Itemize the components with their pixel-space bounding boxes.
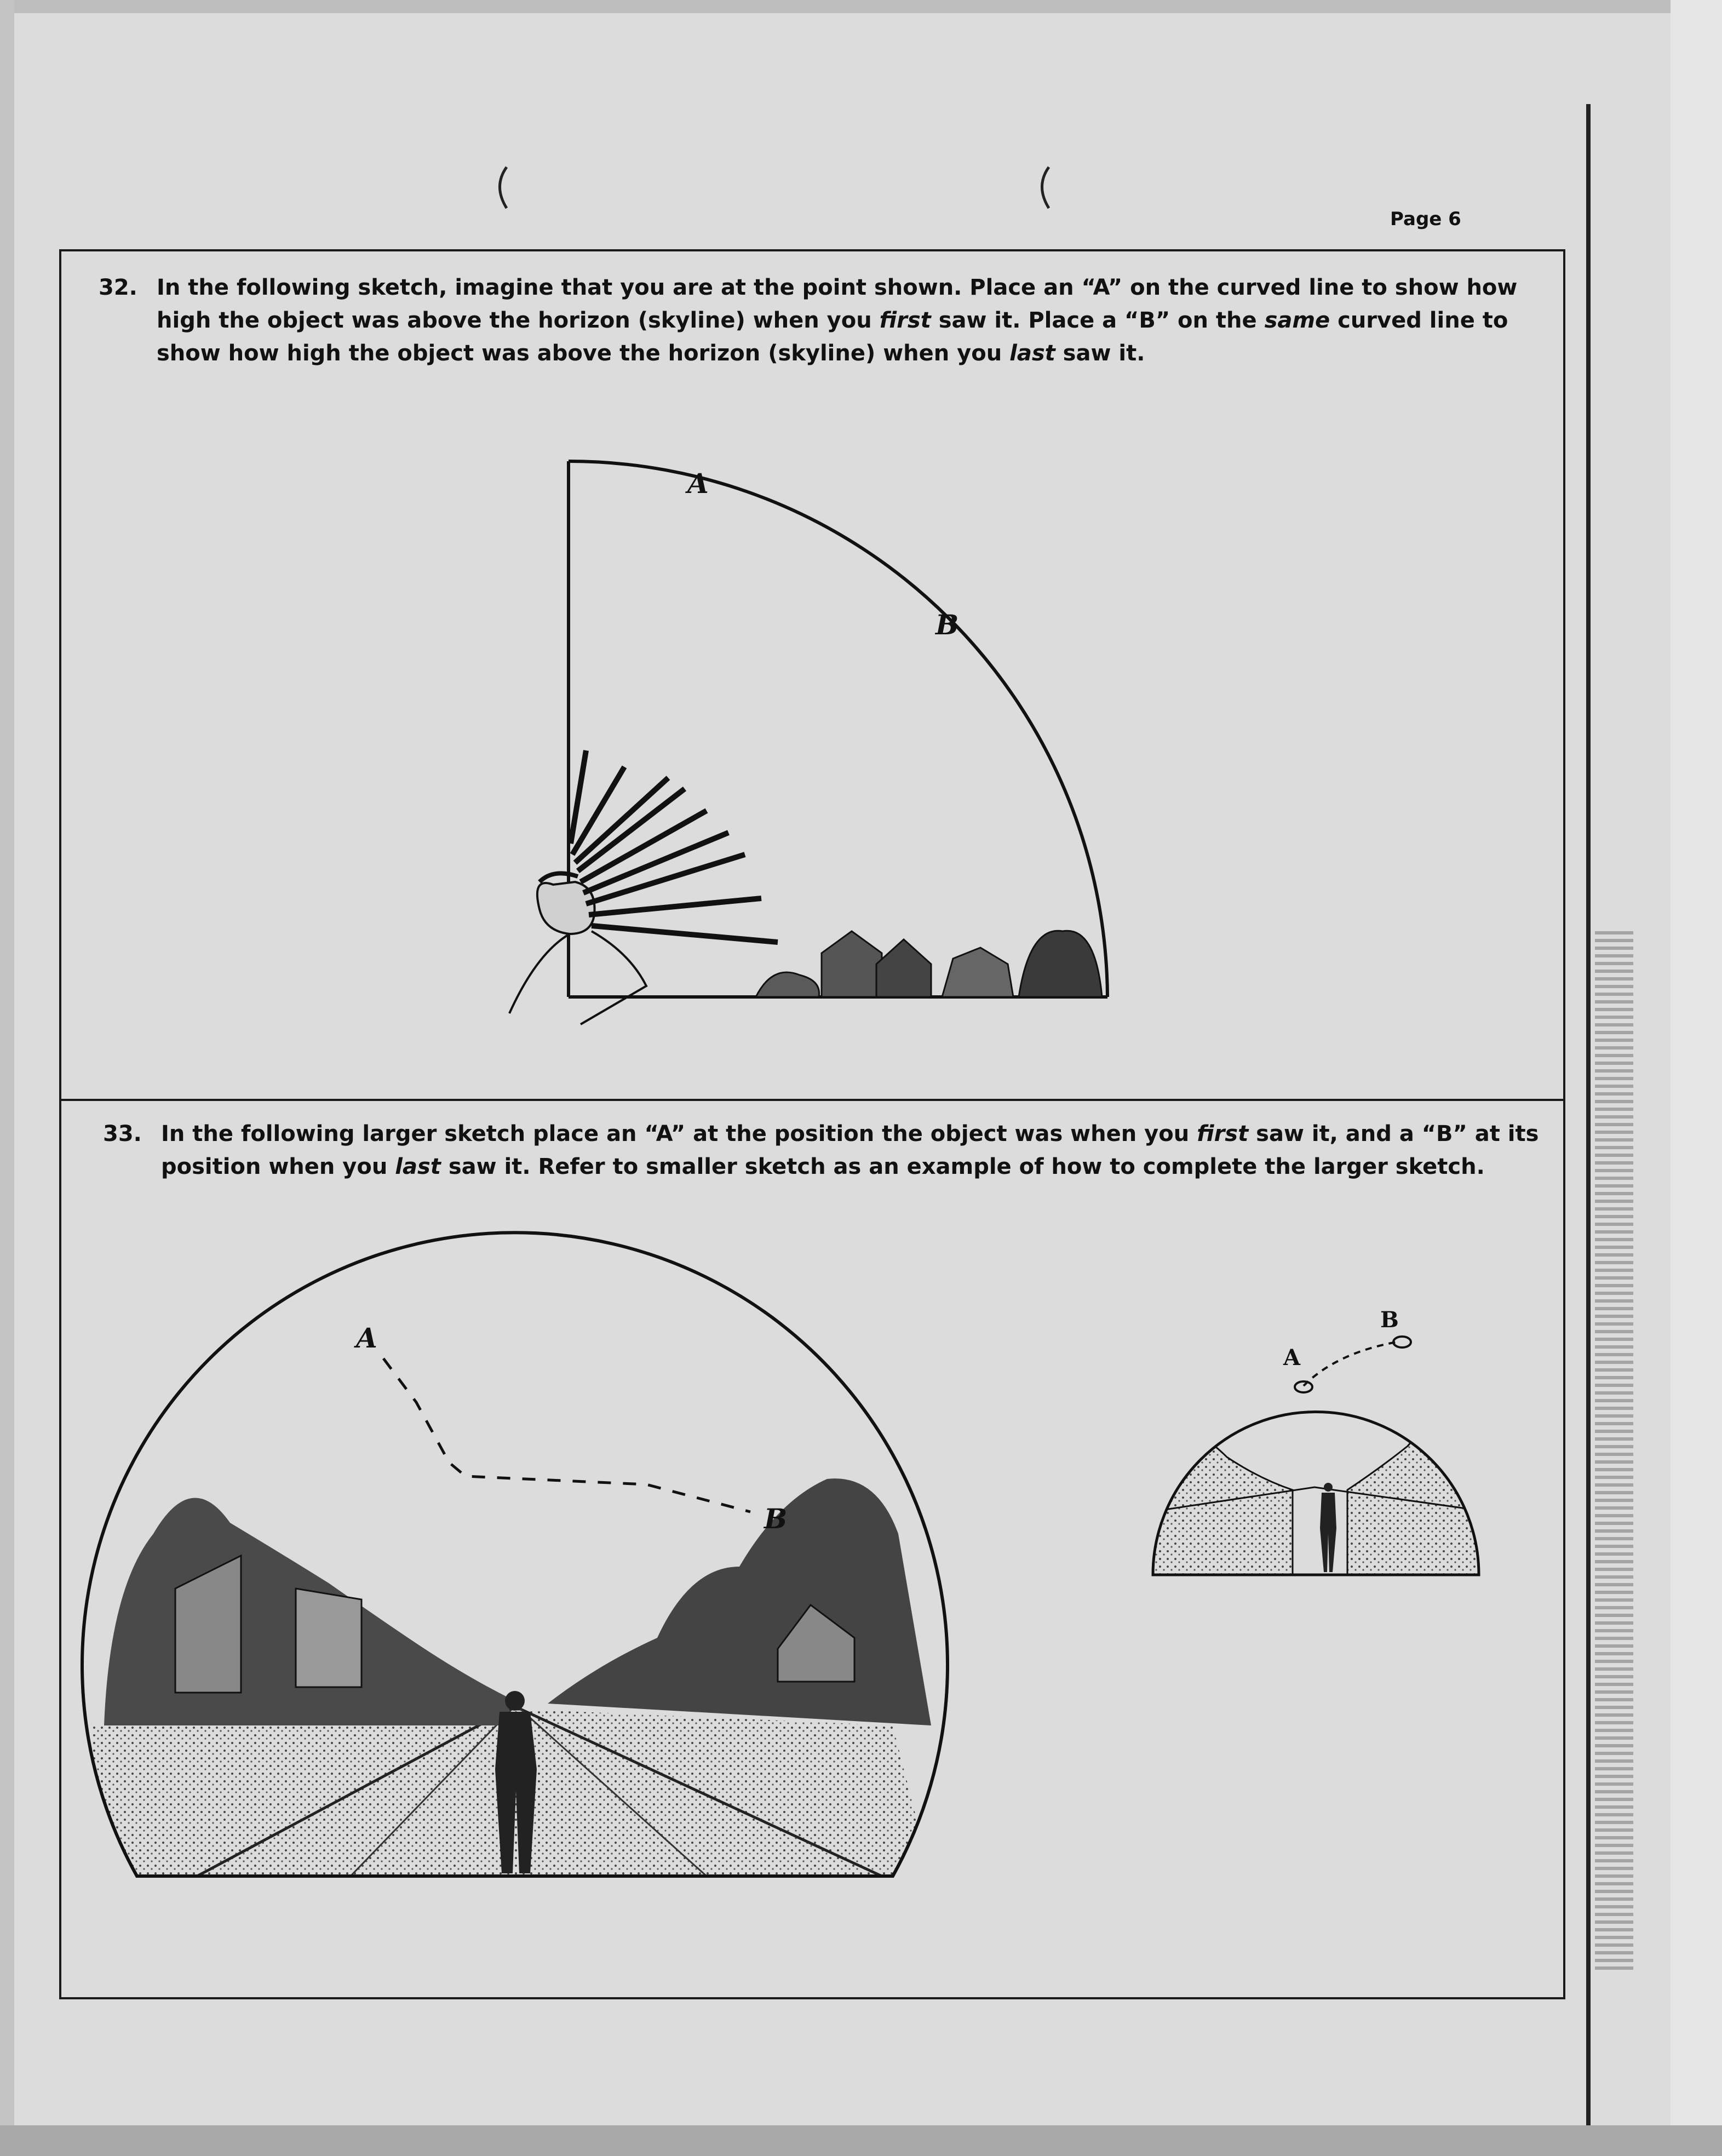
example-object-a-icon xyxy=(1295,1381,1312,1392)
handwritten-mark-b-large: B xyxy=(764,1503,788,1535)
handwritten-mark-b: B xyxy=(935,609,959,641)
page-number: Page 6 xyxy=(1390,208,1461,230)
handwritten-mark-a-large: A xyxy=(356,1322,377,1354)
example-person-icon xyxy=(1320,1483,1336,1572)
handwritten-trajectory-line xyxy=(383,1358,750,1512)
emphasis-last: last xyxy=(395,1154,441,1179)
question-32-line-1: In the following sketch, imagine that you are at the point shown. Place an “A” on the curved line to show how xyxy=(157,275,1518,300)
example-sketch-scenery xyxy=(1128,1391,1501,1575)
text-run: saw it. xyxy=(1055,341,1145,366)
text-run: curved line to xyxy=(1330,308,1508,333)
text-run: In the following larger sketch place an “A” at the position the object was when you xyxy=(161,1121,1197,1146)
example-trajectory-line xyxy=(1304,1342,1397,1386)
example-label-a: A xyxy=(1283,1345,1301,1371)
emphasis-first: first xyxy=(1197,1121,1249,1146)
text-run: saw it, and a “B” at its xyxy=(1248,1121,1539,1146)
text-run: position when you xyxy=(161,1154,395,1179)
text-run: show how high the object was above the horizon (skyline) when you xyxy=(157,341,1010,366)
question-33-number: 33. xyxy=(103,1121,142,1146)
example-label-b: B xyxy=(1380,1307,1399,1333)
text-run: saw it. Refer to smaller sketch as an example of how to complete the larger sketch. xyxy=(440,1154,1485,1179)
emphasis-last: last xyxy=(1009,341,1055,366)
emphasis-same: same xyxy=(1264,308,1330,333)
handwritten-mark-a: A xyxy=(687,467,709,500)
text-run: saw it. Place a “B” on the xyxy=(931,308,1265,333)
example-object-b-icon xyxy=(1393,1337,1411,1348)
question-32-number: 32. xyxy=(99,275,137,300)
text-run: high the object was above the horizon (skyline) when you xyxy=(157,308,880,333)
emphasis-first: first xyxy=(879,308,931,333)
